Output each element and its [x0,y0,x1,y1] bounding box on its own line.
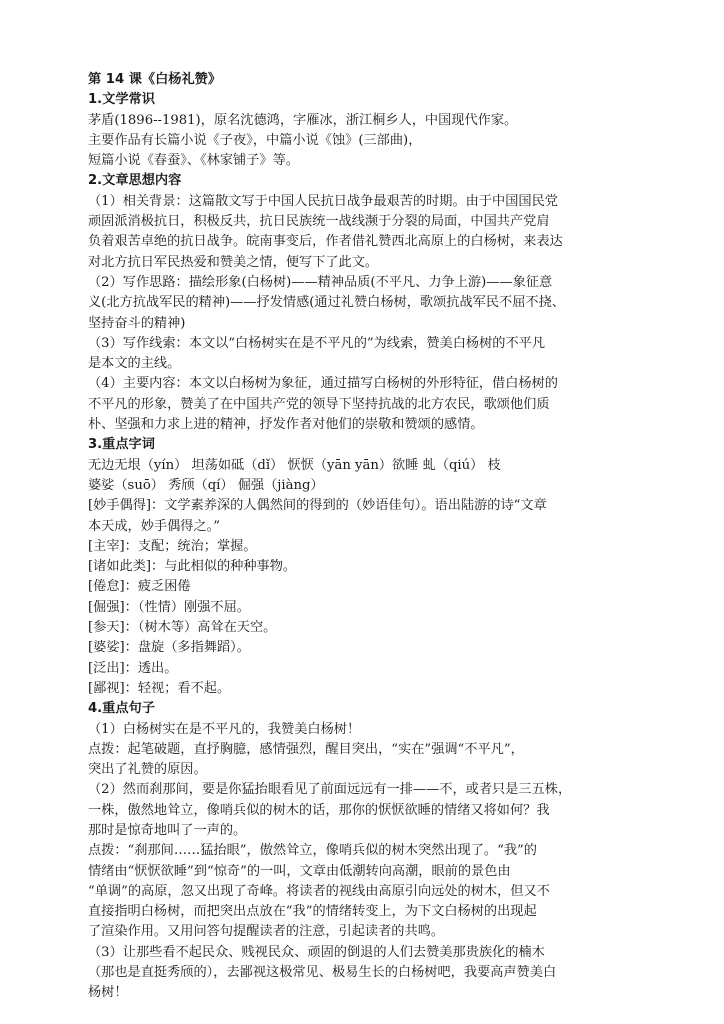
text-line: （4）主要内容：本文以白杨树为象征，通过描写白杨树的外形特征，借白杨树的 [88,376,558,392]
text-line: [妙手偶得]：文学素养深的人偶然间的得到的（妙语佳句）。语出陆游的诗“文章 [88,498,547,514]
text-line: 本天成，妙手偶得之。” [88,518,221,534]
text-line: 坚持奋斗的精神) [88,315,186,331]
text-line: （2）然而刹那间，要是你猛抬眼看见了前面远远有一排——不，或者只是三五株， [88,782,572,798]
text-line: 主要作品有长篇小说《子夜》，中篇小说《蚀》(三部曲)， [88,132,422,148]
section-heading: 1.文学常识 [88,92,155,108]
text-line: 情绪由“恹恹欲睡”到“惊奇”的一叫，文章由低潮转向高潮，眼前的景色由 [88,863,511,879]
text-line: 点拨：起笔破题，直抒胸臆，感情强烈，醒目突出，“实在”强调“不平凡”， [88,741,524,757]
text-line: 义(北方抗战军民的精神)——抒发情感(通过礼赞白杨树，歌颂抗战军民不屈不挠、 [88,295,565,311]
text-line: 杨树！ [88,985,128,1001]
text-line: 顽固派消极抗日，积极反共，抗日民族统一战线濒于分裂的局面，中国共产党肩 [88,214,550,230]
section-heading: 4.重点句子 [88,701,155,717]
document-page [88,70,663,1004]
text-line: [泛出]：透出。 [88,660,178,676]
text-line: （2）写作思路：描绘形象(白杨树)——精神品质(不平凡、力争上游)——象征意 [88,274,553,290]
text-line: “单调”的高原，忽又出现了奇峰。将读者的视线由高原引向远处的树木，但又不 [88,883,550,899]
text-line: [婆娑]：盘旋（多指舞蹈）。 [88,640,250,656]
text-line: 无边无垠（yín） 坦荡如砥（dǐ） 恹恹（yān yān）欲睡 虬（qiú） 枝 [88,457,501,473]
text-line: （3）让那些看不起民众、贱视民众、顽固的倒退的人们去赞美那贵族化的楠木 [88,944,545,960]
text-line: （那也是直挺秀颀的），去鄙视这极常见、极易生长的白杨树吧，我要高声赞美白 [88,965,557,981]
section-heading: 2.文章思想内容 [88,173,182,189]
text-line: 是本文的主线。 [88,356,181,372]
text-line: 一株，傲然地耸立，像哨兵似的树木的话，那你的恹恹欲睡的情绪又将如何？我 [88,802,550,818]
text-line: 突出了礼赞的原因。 [88,762,207,778]
text-line: （1）相关背景：这篇散文写于中国人民抗日战争最艰苦的时期。由于中国国民党 [88,193,558,209]
text-line: 点拨：“刹那间……猛抬眼”，傲然耸立，像哨兵似的树木突然出现了。“我”的 [88,843,537,859]
text-line: 短篇小说《春蚕》、《林家铺子》等。 [88,153,299,169]
lesson-title: 第 14 课《白杨礼赞》 [88,72,222,87]
text-line: [诸如此类]：与此相似的种种事物。 [88,559,297,575]
section-heading: 3.重点字词 [88,437,155,453]
text-line: [倦怠]：疲乏困倦 [88,579,191,595]
text-line: [参天]：（树木等）高耸在天空。 [88,620,277,636]
text-line: （3）写作线索：本文以“白杨树实在是不平凡的”为线索，赞美白杨树的不平凡 [88,335,546,351]
text-line: 茅盾(1896--1981)，原名沈德鸿，字雁冰，浙江桐乡人，中国现代作家。 [88,112,518,128]
text-line: 那时是惊奇地叫了一声的。 [88,822,247,838]
text-line: 负着艰苦卓绝的抗日战争。皖南事变后，作者借礼赞西北高原上的白杨树，来表达 [88,234,563,250]
text-line: 不平凡的形象，赞美了在中国共产党的领导下坚持抗战的北方农民，歌颂他们质 [88,396,550,412]
text-line: 婆娑（suō） 秀颀（qí） 倔强（jiàng） [88,477,324,493]
text-line: 了渲染作用。又用问答句提醒读者的注意，引起读者的共鸣。 [88,924,445,940]
text-line: 直接指明白杨树，而把突出点放在“我”的情绪转变上，为下文白杨树的出现起 [88,904,537,920]
text-line: 对北方抗日军民热爱和赞美之情，便写下了此文。 [88,254,379,270]
text-line: 朴、坚强和力求上进的精神，抒发作者对他们的崇敬和赞颂的感情。 [88,417,484,433]
text-line: [主宰]：支配；统治；掌握。 [88,538,257,554]
text-line: [倔强]：（性情）刚强不屈。 [88,599,250,615]
text-line: [鄙视]：轻视；看不起。 [88,680,231,696]
text-line: （1）白杨树实在是不平凡的，我赞美白杨树！ [88,721,361,737]
